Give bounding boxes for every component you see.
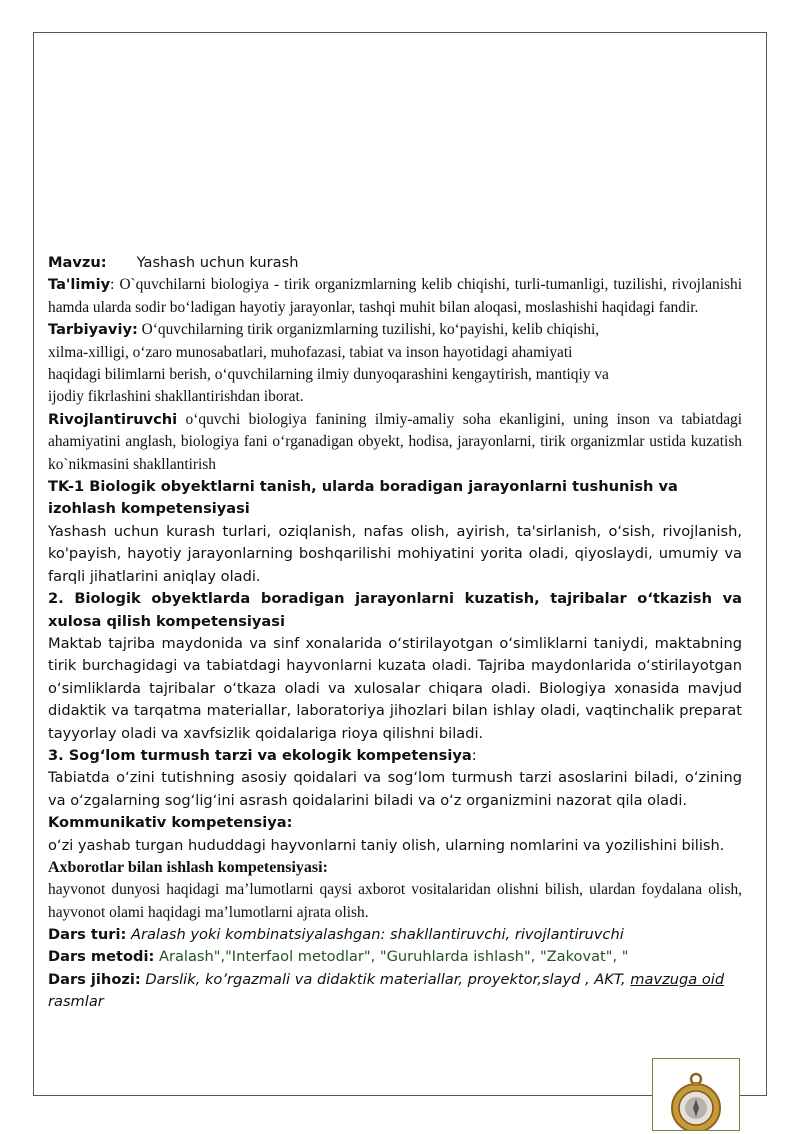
dars-metodi-value: Aralash","Interfaol metodlar", "Guruhlarda ishlash", "Zakovat", " bbox=[154, 948, 629, 966]
dars-jihozi-line bbox=[48, 969, 742, 1014]
mavzu-label: Mavzu: bbox=[48, 254, 107, 271]
dars-metodi-label: Dars metodi: bbox=[48, 948, 155, 966]
dars-turi-value: Aralash yoki kombinatsiyalashgan: shakllantiruvchi, rivojlantiruvchi bbox=[126, 925, 624, 943]
compass-emblem-icon bbox=[653, 1059, 739, 1130]
talimiy-label: Ta'limiy bbox=[48, 276, 111, 294]
dars-turi-line bbox=[48, 924, 742, 946]
talimiy-paragraph bbox=[48, 274, 742, 319]
kommunikativ-text: o‘zi yashab turgan hududdagi hayvonlarni taniy olish, ularning nomlarini va yozilishini bilish. bbox=[48, 836, 725, 854]
mavzu-value: Yashash uchun kurash bbox=[136, 254, 299, 271]
dars-metodi-line bbox=[48, 946, 742, 968]
mavzu-line bbox=[48, 252, 742, 274]
dars-jihozi-value: Darslik, ko’rgazmali va didaktik materiallar, proyektor,slayd , AKT, bbox=[140, 970, 631, 988]
tarbiyaviy-line-4: ijodiy fikrlashini shakllantirishdan iborat. bbox=[48, 388, 304, 406]
dars-turi-label: Dars turi: bbox=[48, 925, 127, 943]
dars-jihozi-label: Dars jihozi: bbox=[48, 970, 141, 988]
document-body bbox=[48, 252, 742, 1013]
tarbiyaviy-line-3: haqidagi bilimlarni berish, o‘quvchilarning ilmiy dunyoqarashini kengaytirish, mantiqiy va bbox=[48, 366, 609, 384]
talimiy-text: : O`quvchilarni biologiya - tirik organizmlarning kelib chiqishi, turli-tumanligi, tuzilishi, rivojlanishi hamda ularda sodir bo‘ladigan hayotiy jarayonlar, tashqi muhit bilan aloqasi, moslashishi haqidagi fandir. bbox=[48, 276, 742, 316]
rivojlantiruvchi-paragraph bbox=[48, 409, 742, 476]
comp3-heading-suffix: : bbox=[471, 746, 477, 764]
tarbiyaviy-line-2: xilma-xilligi, o‘zaro munosabatlari, muhofazasi, tabiat va inson hayotidagi ahamiyati bbox=[48, 343, 573, 361]
tarbiyaviy-paragraph bbox=[48, 319, 742, 409]
rivojlantiruvchi-label: Rivojlantiruvchi bbox=[48, 410, 178, 428]
axborot-heading: Axborotlar bilan ishlash kompetensiyasi: bbox=[48, 858, 328, 876]
axborot-text: hayvonot dunyosi haqidagi ma’lumotlarni qaysi axborot vositalaridan olishni bilish, ulardan foydalana olish, hayvonot olami haqidagi ma’lumotlarni ajrata olish. bbox=[48, 881, 742, 921]
comp2-text: Maktab tajriba maydonida va sinf xonalarida o‘stirilayotgan o‘simliklarni taniydi, maktabning tirik burchagidagi va tabiatdagi hayvonlarni kuzata oladi. Tajriba maydonlarida o‘stirilayotgan o‘simliklarda tajribalar o‘tkaza oladi va xulosalar chiqara oladi. Biologiya xonasida mavjud didaktik va tarqatma materiallar, laboratoriya jihozlari bilan ishlay oladi, vaqtinchalik preparat tayyorlay oladi va xavfsizlik qoidalariga rioya qilishni biladi. bbox=[48, 634, 742, 742]
comp3-heading-line bbox=[48, 745, 742, 767]
tarbiyaviy-label: Tarbiyaviy: bbox=[48, 321, 138, 339]
tk1-heading: TK-1 Biologik obyektlarni tanish, ularda boradigan jarayonlarni tushunish va izohlash kompetensiyasi bbox=[48, 478, 678, 518]
comp2-heading: 2. Biologik obyektlarda boradigan jarayonlarni kuzatish, tajribalar o‘tkazish va xulosa qilish kompetensiyasi bbox=[48, 590, 742, 630]
dars-jihozi-underlined: mavzuga oid bbox=[630, 970, 725, 988]
emblem-stamp bbox=[652, 1058, 740, 1131]
comp3-text: Tabiatda o‘zini tutishning asosiy qoidalari va sog‘lom turmush tarzi asoslarini biladi, o‘zining va o‘zgalarning sog‘lig‘ini asrash qoidalarini biladi va o‘z organizmini nazorat qila oladi. bbox=[48, 769, 742, 809]
rivojlantiruvchi-text: o‘quvchi biologiya fanining ilmiy-amaliy soha ekanligini, uning inson va tabiatdagi ahamiyatini anglash, biologiya fani o‘rganadigan obyekt, hodisa, jarayonlarni, tirik organizmlar ustida kuzatish ko`nikmasini shakllantirish bbox=[48, 410, 742, 473]
tarbiyaviy-line-1: O‘quvchilarning tirik organizmlarning tuzilishi, ko‘payishi, kelib chiqishi, bbox=[137, 321, 600, 339]
kommunikativ-heading: Kommunikativ kompetensiya: bbox=[48, 814, 293, 832]
comp3-heading: 3. Sog‘lom turmush tarzi va ekologik kompetensiya bbox=[48, 746, 472, 764]
tk1-text: Yashash uchun kurash turlari, oziqlanish, nafas olish, ayirish, ta'sirlanish, o‘sish, rivojlanish, ko'payish, hayotiy jarayonlarning boshqarilishi mohiyatini yorita oladi, qiyoslaydi, umumiy va farqli jihatlarini aniqlay oladi. bbox=[48, 522, 742, 585]
dars-jihozi-value-end: rasmlar bbox=[48, 993, 104, 1011]
